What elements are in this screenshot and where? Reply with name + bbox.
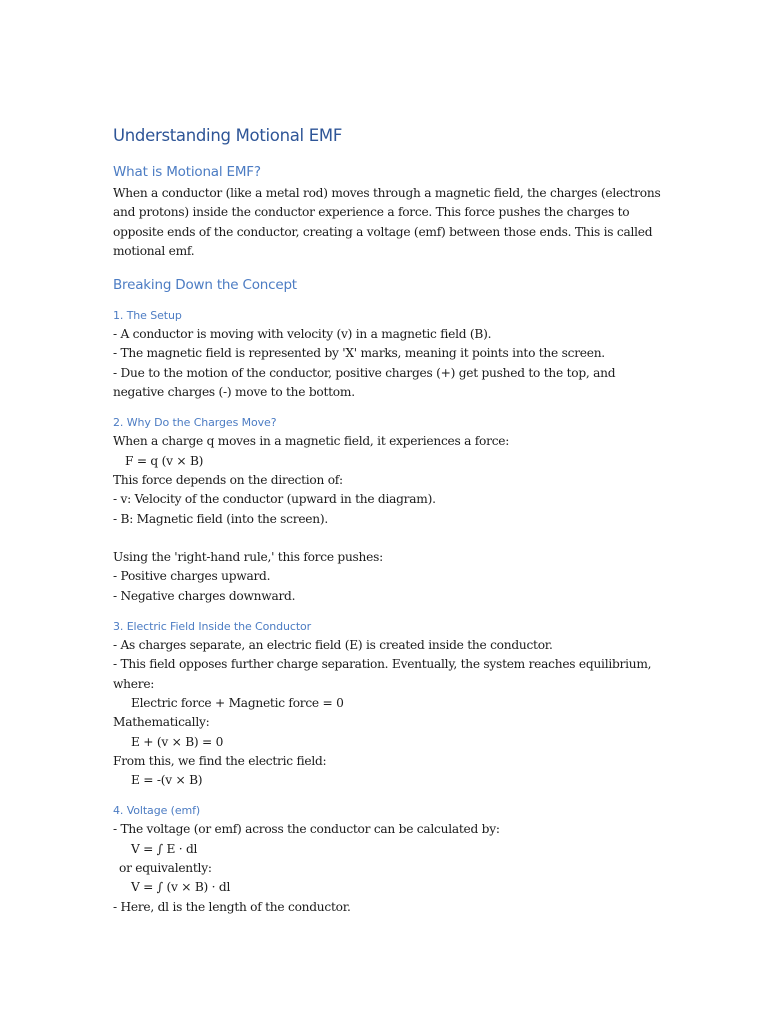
subheading-why-charges-move: 2. Why Do the Charges Move? — [113, 416, 277, 430]
paragraph-line: Using the 'right-hand rule,' this force pushes: — [113, 550, 383, 565]
paragraph-line: - Due to the motion of the conductor, positive charges (+) get pushed to the top, and — [113, 365, 616, 380]
paragraph-line: - The voltage (or emf) across the conductor can be calculated by: — [113, 822, 500, 837]
paragraph-line: - The magnetic field is represented by 'X' marks, meaning it points into the screen. — [113, 346, 605, 361]
paragraph-line: When a conductor (like a metal rod) moves through a magnetic field, the charges (electrons — [113, 186, 661, 200]
paragraph-line: When a charge q moves in a magnetic field, it experiences a force: — [113, 434, 510, 449]
paragraph-line: Mathematically: — [113, 715, 210, 730]
paragraph-line: - This field opposes further charge separation. Eventually, the system reaches equilibrium, — [113, 657, 652, 672]
paragraph-line: where: — [113, 676, 155, 691]
document-page — [113, 124, 673, 917]
paragraph-line: - B: Magnetic field (into the screen). — [113, 511, 328, 526]
paragraph-line: This force depends on the direction of: — [113, 472, 343, 487]
section-heading-breaking-down: Breaking Down the Concept — [113, 277, 297, 294]
why-body — [113, 432, 673, 606]
section-what-is-body — [113, 184, 673, 261]
equation-line: V = ∫ (v × B) · dl — [131, 880, 231, 895]
equation-line: E = -(v × B) — [131, 773, 203, 788]
blank-line — [113, 529, 673, 548]
paragraph-line: From this, we find the electric field: — [113, 753, 327, 768]
subheading-setup: 1. The Setup — [113, 309, 182, 323]
equation-line: Electric force + Magnetic force = 0 — [131, 695, 344, 710]
efield-body — [113, 636, 673, 790]
equation-line: V = ∫ E · dl — [131, 841, 198, 856]
voltage-body — [113, 820, 673, 916]
paragraph-line: and protons) inside the conductor experience a force. This force pushes the charges to — [113, 205, 630, 220]
paragraph-line: - A conductor is moving with velocity (v) in a magnetic field (B). — [113, 327, 492, 342]
paragraph-line: - v: Velocity of the conductor (upward in the diagram). — [113, 492, 436, 507]
paragraph-line: negative charges (-) move to the bottom. — [113, 385, 355, 400]
setup-body — [113, 325, 673, 402]
paragraph-line: opposite ends of the conductor, creating a voltage (emf) between those ends. This is called — [113, 224, 653, 239]
paragraph-line: or equivalently: — [119, 861, 212, 876]
paragraph-line: - Here, dl is the length of the conductor. — [113, 899, 351, 914]
paragraph-line: - As charges separate, an electric field (E) is created inside the conductor. — [113, 638, 553, 653]
document-title: Understanding Motional EMF — [113, 126, 343, 145]
equation-line: E + (v × B) = 0 — [131, 734, 224, 749]
paragraph-line: - Positive charges upward. — [113, 569, 271, 584]
subheading-voltage: 4. Voltage (emf) — [113, 804, 201, 818]
equation-line: F = q (v × B) — [125, 453, 204, 468]
subheading-electric-field: 3. Electric Field Inside the Conductor — [113, 620, 312, 634]
section-heading-what-is: What is Motional EMF? — [113, 164, 261, 180]
paragraph-line: motional emf. — [113, 243, 195, 258]
paragraph-line: - Negative charges downward. — [113, 588, 296, 603]
